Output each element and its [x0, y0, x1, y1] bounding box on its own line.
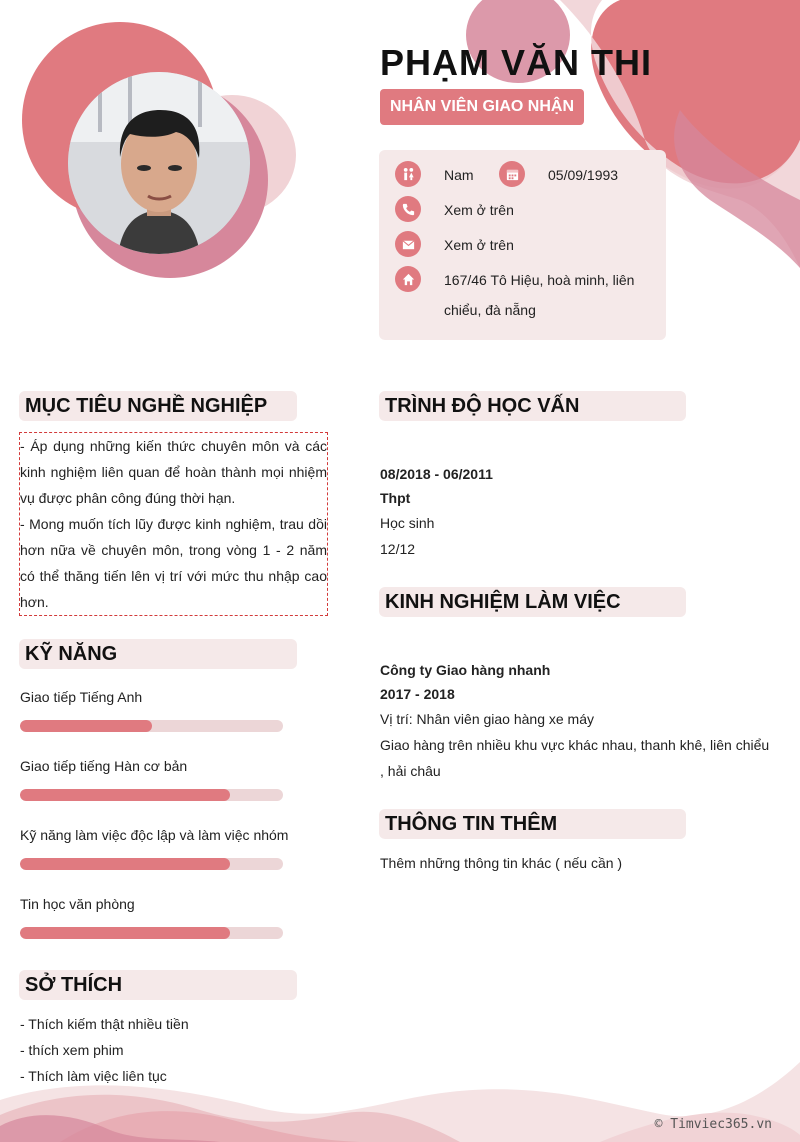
education-period: 08/2018 - 06/2011: [380, 466, 493, 482]
skill-bar-fill: [20, 789, 230, 801]
skill-bar: [20, 858, 283, 870]
education-major: Học sinh: [380, 515, 435, 531]
section-title-hobbies: SỞ THÍCH: [19, 970, 297, 1000]
experience-company: Công ty Giao hàng nhanh: [380, 662, 551, 678]
full-name: PHẠM VĂN THI: [380, 42, 652, 83]
objective-paragraph-1: - Áp dụng những kiến thức chuyên môn và các kinh nghiệm liên quan để hoàn thành mọi nhiệm vụ được phân công đúng thời hạn.: [20, 438, 327, 506]
experience-period: 2017 - 2018: [380, 686, 455, 702]
hobby-item: - Thích làm việc liên tục: [20, 1068, 167, 1084]
skill-bar: [20, 720, 283, 732]
skill-bar-fill: [20, 720, 152, 732]
gender-value: Nam: [444, 167, 474, 183]
calendar-icon: [499, 161, 525, 187]
skill-bar: [20, 927, 283, 939]
hobby-item: - Thích kiếm thật nhiều tiền: [20, 1016, 189, 1032]
extra-info-text: Thêm những thông tin khác ( nếu cần ): [380, 855, 623, 871]
skill-label: Tin học văn phòng: [20, 896, 135, 912]
email-icon: [395, 231, 421, 257]
experience-description-line-2: , hải châu: [380, 763, 441, 779]
objective-text: [19, 432, 328, 616]
skill-bar: [20, 789, 283, 801]
skill-bar-fill: [20, 858, 230, 870]
skill-label: Giao tiếp tiếng Hàn cơ bản: [20, 758, 188, 774]
phone-value: Xem ở trên: [444, 202, 514, 218]
phone-icon: [395, 196, 421, 222]
job-title-badge: NHÂN VIÊN GIAO NHẬN: [380, 89, 584, 125]
brand-watermark: © Timviec365.vn: [654, 1117, 772, 1132]
objective-paragraph-2: - Mong muốn tích lũy được kinh nghiệm, trau dồi hơn nữa về chuyên môn, trong vòng 1 - 2 năm có thể thăng tiến lên vị trí với mức thu nhập cao hơn.: [20, 516, 327, 610]
education-school: Thpt: [380, 490, 411, 506]
birthday-value: 05/09/1993: [548, 167, 619, 183]
skill-label: Kỹ năng làm việc độc lập và làm việc nhóm: [20, 827, 289, 843]
experience-description-line-1: Giao hàng trên nhiều khu vực khác nhau, thanh khê, liên chiểu: [380, 737, 770, 753]
section-title-education: TRÌNH ĐỘ HỌC VẤN: [379, 391, 686, 421]
contact-box: [379, 150, 666, 340]
home-icon: [395, 266, 421, 292]
section-title-extra-info: THÔNG TIN THÊM: [379, 809, 686, 839]
email-value: Xem ở trên: [444, 237, 514, 253]
hobby-item: - thích xem phim: [20, 1042, 124, 1058]
avatar: [68, 72, 250, 254]
gender-icon: [395, 161, 421, 187]
address-line-1: 167/46 Tô Hiệu, hoà minh, liên: [444, 272, 635, 288]
section-title-skills: KỸ NĂNG: [19, 639, 297, 669]
section-title-objective: MỤC TIÊU NGHỀ NGHIỆP: [19, 391, 297, 421]
section-title-experience: KINH NGHIỆM LÀM VIỆC: [379, 587, 686, 617]
skill-label: Giao tiếp Tiếng Anh: [20, 689, 143, 705]
skill-bar-fill: [20, 927, 230, 939]
education-detail: 12/12: [380, 541, 416, 557]
address-line-2: chiểu, đà nẵng: [444, 302, 536, 318]
experience-position: Vị trí: Nhân viên giao hàng xe máy: [380, 711, 595, 727]
